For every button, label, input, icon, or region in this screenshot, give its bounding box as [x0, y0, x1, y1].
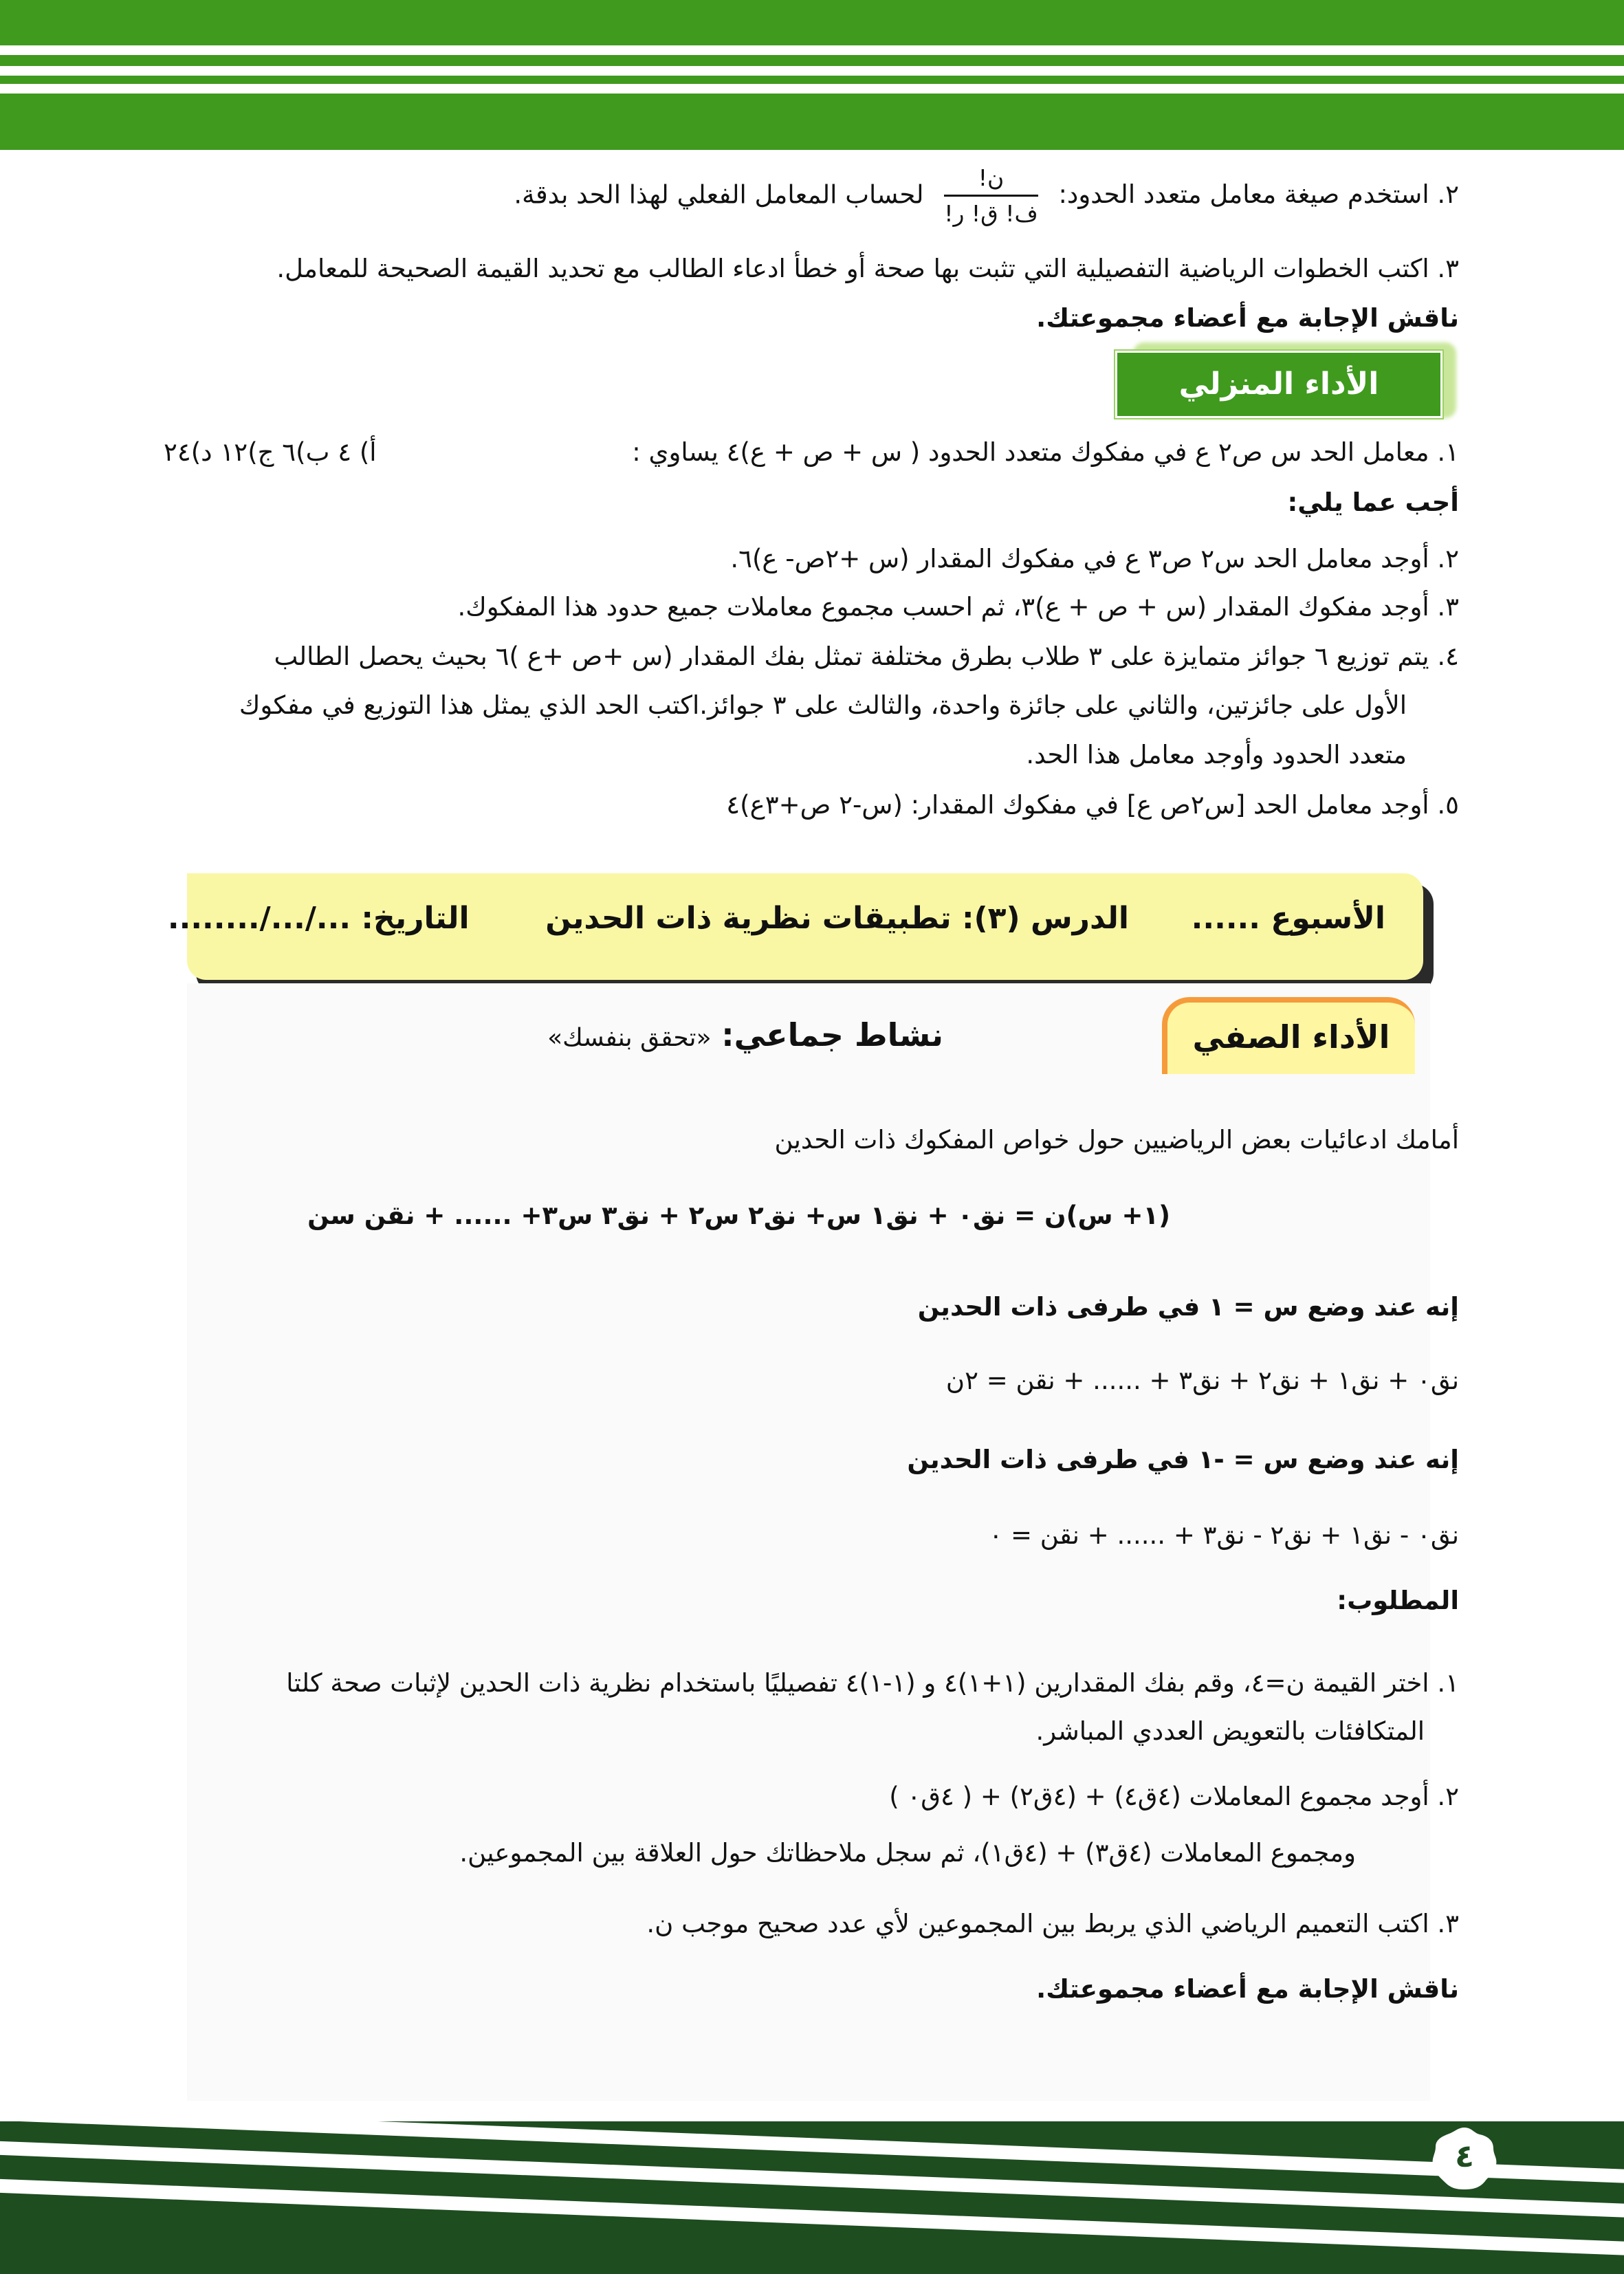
multinomial-fraction	[944, 164, 1038, 228]
home-q4-line1: ٤. يتم توزيع ٦ جوائز متمايزة على ٣ طلاب بطرق مختلفة تمثل بفك المقدار (س +ص +ع )٦ بحيث يحصل الطالب	[274, 642, 1459, 671]
fraction-denominator: ف! ق! ر!	[944, 200, 1038, 228]
required-heading: المطلوب:	[1337, 1586, 1459, 1615]
discuss-note: ناقش الإجابة مع أعضاء مجموعتك.	[1036, 303, 1459, 333]
lesson-banner-row	[167, 901, 1385, 936]
activity-name: «تحقق بنفسك»	[547, 1024, 712, 1052]
required-1-line2: المتكافئات بالتعويض العددي المباشر.	[1035, 1716, 1425, 1746]
page-number: ٤	[1454, 2137, 1475, 2174]
activity-label: نشاط جماعي:	[721, 1016, 943, 1053]
class-tab-label: الأداء الصفي	[1192, 1018, 1390, 1056]
item-2	[153, 164, 1459, 253]
home-q1-options: أ) ٤ ب)٦ ج)١٢ د)٢٤	[164, 437, 377, 467]
home-q4-line3: متعدد الحدود وأوجد معامل هذا الحد.	[1026, 740, 1407, 769]
item-2-text: ٢. استخدم صيغة معامل متعدد الحدود:	[1058, 179, 1459, 210]
header-stripe	[0, 66, 1624, 76]
lesson-date: التاريخ: .../.../........	[167, 901, 470, 936]
item-2-text-end: لحساب المعامل الفعلي لهذا الحد بدقة.	[514, 179, 924, 210]
home-q2: ٢. أوجد معامل الحد س٢ ص٣ ع في مفكوك المقدار (س +٢ص- ع)٦.	[730, 544, 1459, 573]
item-3: ٣. اكتب الخطوات الرياضية التفصيلية التي تثبت بها صحة أو خطأ ادعاء الطالب مع تحديد القيمة الصحيحة للمعامل.	[276, 254, 1459, 283]
home-performance-badge	[1115, 351, 1442, 418]
header-band	[0, 0, 1624, 150]
home-q5: ٥. أوجد معامل الحد [س٢ص ع] في مفكوك المقدار: (س-٢ ص+٣ع)٤	[726, 790, 1459, 820]
required-2-line2: ومجموع المعاملات (٤ق٣) + (٤ق١)، ثم سجل ملاحظاتك حول العلاقة بين المجموعين.	[459, 1838, 1356, 1868]
fraction-numerator: ن!	[944, 164, 1038, 197]
footer-stripe	[0, 2174, 1624, 2261]
claim-1: إنه عند وضع س = ١ في طرفى ذات الحدين	[917, 1292, 1459, 1322]
lesson-week: الأسبوع ......	[1191, 901, 1385, 936]
lesson-title: الدرس (٣): تطبيقات نظرية ذات الحدين	[545, 901, 1130, 936]
activity-title	[547, 1016, 943, 1053]
class-performance-tab	[1162, 997, 1415, 1074]
claim-2: إنه عند وضع س = -١ في طرفى ذات الحدين	[907, 1445, 1459, 1474]
equation-1: نق٠ + نق١ + نق٢ + نق٣ + ...... + نقن = ٢ن	[945, 1366, 1459, 1395]
intro-text: أمامك ادعائيات بعض الرياضيين حول خواص المفكوك ذات الحدين	[774, 1125, 1459, 1155]
footer-band	[0, 2121, 1624, 2274]
home-q1: ١. معامل الحد س ص٢ ع في مفكوك متعدد الحدود ( س + ص + ع)٤ يساوي :	[632, 437, 1459, 467]
header-stripe	[0, 84, 1624, 94]
equation-2: نق٠ - نق١ + نق٢ - نق٣ + ...... + نقن = ٠	[989, 1520, 1459, 1550]
binomial-formula: (١+ س)ن = نق٠ + نق١ س+ نق٢ س٢ + نق٣ س٣+ ...... + نقن سن	[307, 1201, 1170, 1230]
home-badge-label: الأداء المنزلي	[1178, 367, 1379, 402]
required-3: ٣. اكتب التعميم الرياضي الذي يربط بين المجموعين لأي عدد صحيح موجب ن.	[646, 1909, 1459, 1938]
answer-heading: أجب عما يلي:	[1287, 488, 1459, 517]
home-q4-line2: الأول على جائزتين، والثاني على جائزة واحدة، والثالث على ٣ جوائز.اكتب الحد الذي يمثل هذا التوزيع في مفكوك	[239, 690, 1407, 720]
lesson-banner	[167, 873, 1423, 980]
discuss-note-2: ناقش الإجابة مع أعضاء مجموعتك.	[1036, 1974, 1459, 2004]
home-q3: ٣. أوجد مفكوك المقدار (س + ص + ع)٣، ثم احسب مجموع معاملات جميع حدود هذا المفكوك.	[457, 592, 1459, 622]
header-stripe	[0, 45, 1624, 55]
required-1-line1: ١. اختر القيمة ن=٤، وقم بفك المقدارين (١+١)٤ و (١-١)٤ تفصيليًا باستخدام نظرية ذات الحدين لإثبات صحة كلتا	[286, 1668, 1459, 1698]
required-2-line1: ٢. أوجد مجموع المعاملات (٤ق٤) + (٤ق٢) + ( ٤ق٠ )	[889, 1782, 1459, 1811]
